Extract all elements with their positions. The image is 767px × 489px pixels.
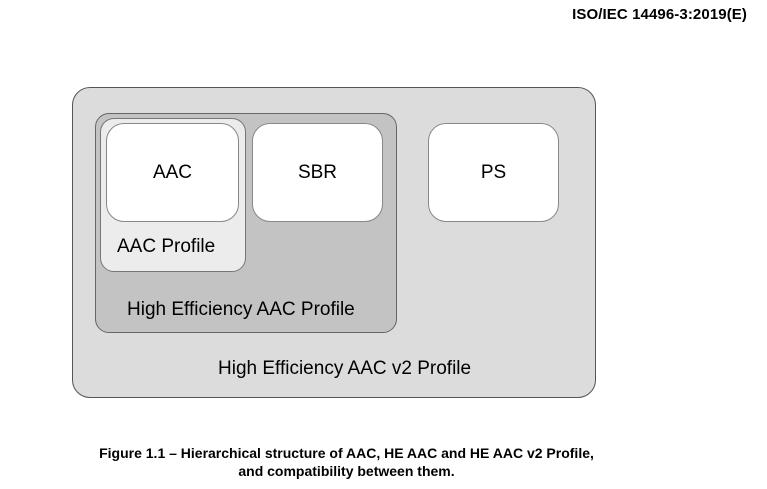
ps-module-label: PS (480, 161, 507, 183)
figure-caption-line-2: and compatibility between them. (238, 463, 455, 479)
figure-caption-line-1: Figure 1.1 – Hierarchical structure of AAC, HE AAC and HE AAC v2 Profile, (99, 445, 594, 461)
he-aac-profile-label: High Efficiency AAC Profile (127, 299, 355, 320)
he-aac-v2-profile-label: High Efficiency AAC v2 Profile (218, 358, 472, 379)
aac-module-box (106, 123, 239, 222)
aac-module-label: AAC (152, 161, 193, 183)
document-identifier: ISO/IEC 14496-3:2019(E) (572, 6, 747, 23)
aac-profile-label: AAC Profile (117, 236, 216, 257)
sbr-module-box (252, 123, 383, 222)
sbr-module-label: SBR (297, 161, 338, 183)
figure-caption (0, 444, 693, 480)
ps-module-box (428, 123, 559, 222)
